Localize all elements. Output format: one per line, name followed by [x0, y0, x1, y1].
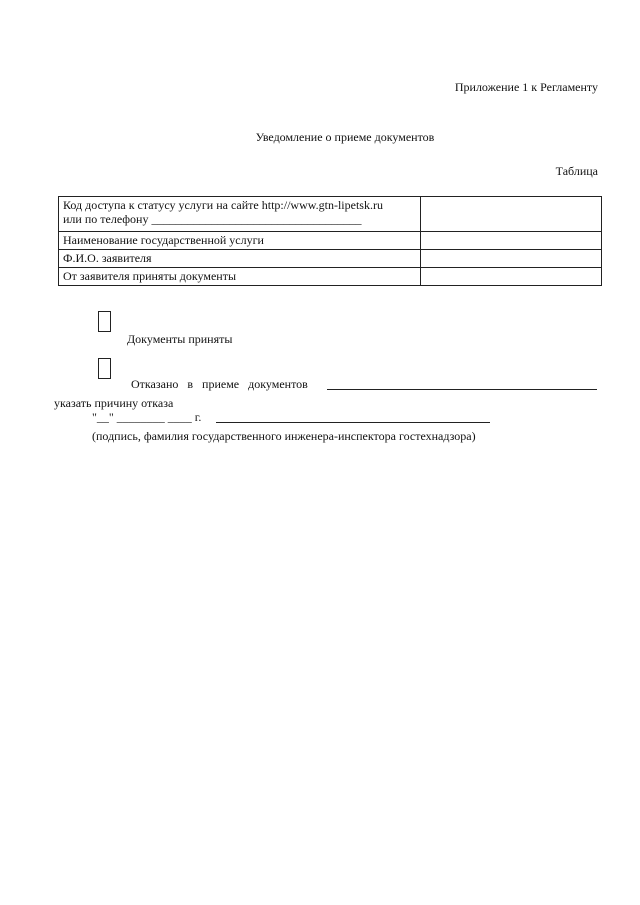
appendix-label: Приложение 1 к Регламенту: [454, 80, 598, 94]
refused-checkbox[interactable]: [98, 358, 111, 379]
reason-label: указать причину отказа: [54, 396, 174, 410]
table-row: [59, 232, 602, 250]
date-line: "__" ________ ____ г.: [92, 410, 202, 424]
refusal-reason-line[interactable]: [327, 389, 597, 390]
table-cell-label: [59, 197, 421, 232]
accepted-label: Документы приняты: [127, 332, 233, 346]
table-cell-value[interactable]: [421, 268, 602, 286]
table-row: [59, 250, 602, 268]
applicant-name-label: Ф.И.О. заявителя: [59, 250, 421, 268]
table-cell-value[interactable]: [421, 232, 602, 250]
document-title: Уведомление о приеме документов: [255, 130, 435, 144]
accepted-checkbox[interactable]: [98, 311, 111, 332]
table-row: [59, 197, 602, 232]
documents-received-label: От заявителя приняты документы: [59, 268, 421, 286]
table-cell-value[interactable]: [421, 250, 602, 268]
info-table: [58, 196, 602, 286]
phone-label: или по телефону ___________________________________: [63, 212, 362, 226]
access-code-label: Код доступа к статусу услуги на сайте http://www.gtn-lipetsk.ru: [63, 198, 383, 212]
table-label: Таблица: [555, 164, 598, 178]
refused-label: Отказано в приеме документов: [131, 377, 308, 391]
table-cell-value[interactable]: [421, 197, 602, 232]
signature-line[interactable]: [216, 422, 490, 423]
service-name-label: Наименование государственной услуги: [59, 232, 421, 250]
signature-caption: (подпись, фамилия государственного инженера-инспектора гостехнадзора): [92, 429, 476, 443]
table-row: [59, 268, 602, 286]
